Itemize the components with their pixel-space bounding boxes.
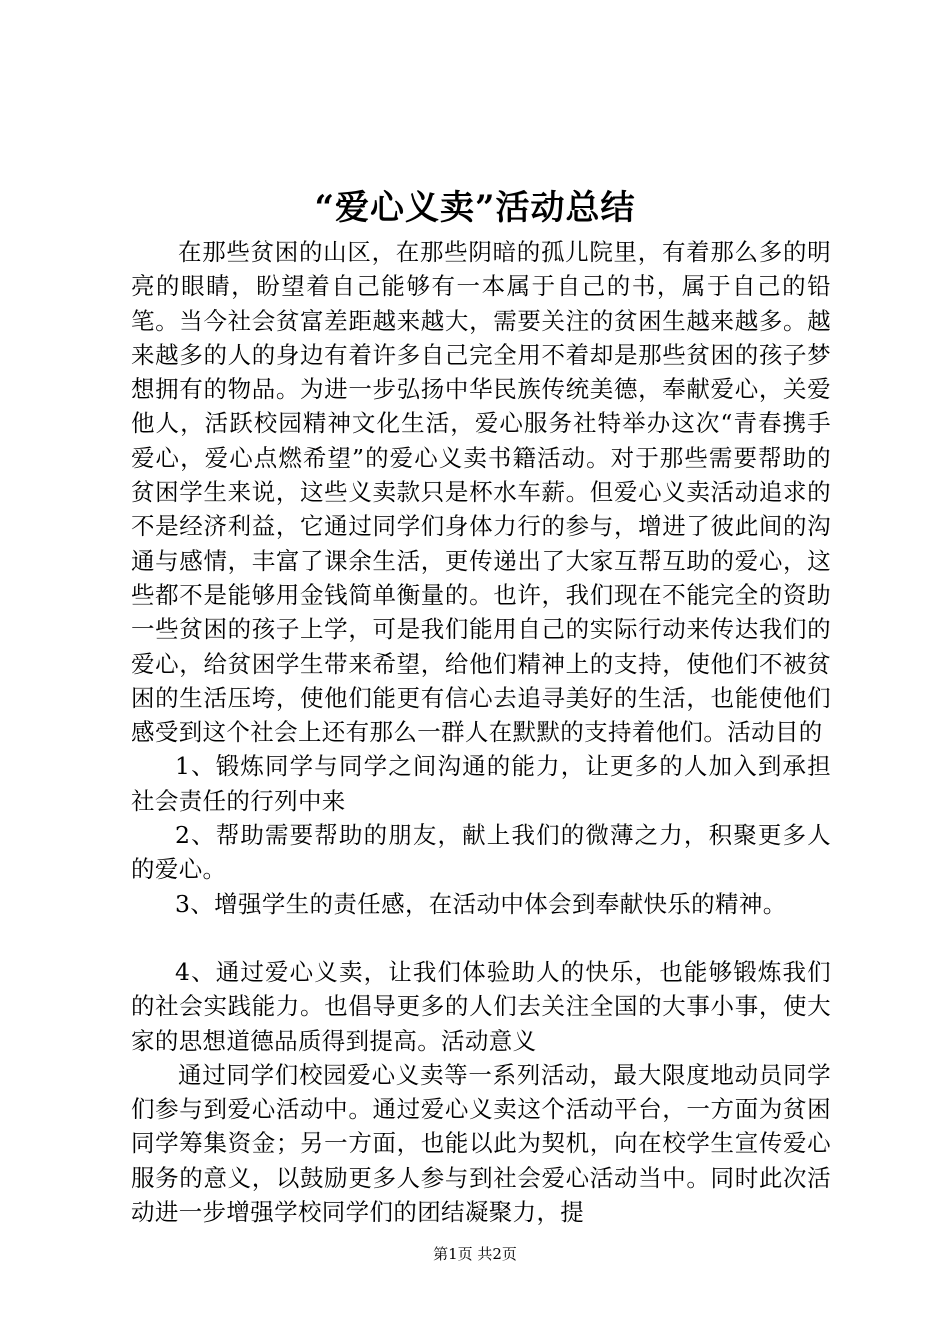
paragraph-goal-3: 3、增强学生的责任感，在活动中体会到奉献快乐的精神。: [175, 889, 787, 918]
paragraph-goal-4: 4、通过爱心义卖，让我们体验助人的快乐，也能够锻炼我们的社会实践能力。也倡导更多的人们去关注全国的大事小事，使大家的思想道德品质得到提高。活动意义: [131, 957, 831, 1055]
paragraph-significance: 通过同学们校园爱心义卖等一系列活动，最大限度地动员同学们参与到爱心活动中。通过爱心义卖这个活动平台，一方面为贫困同学筹集资金；另一方面，也能以此为契机，向在校学生宣传爱心服务的意义，以鼓励更多人参与到社会爱心活动当中。同时此次活动进一步增强学校同学们的团结凝聚力，提: [131, 1060, 831, 1227]
document-title: “爱心义卖”活动总结: [314, 188, 636, 228]
document-body: [131, 235, 831, 1229]
paragraph-spacer: [131, 921, 831, 955]
paragraph-goal-1: 1、锻炼同学与同学之间沟通的能力，让更多的人加入到承担社会责任的行列中来: [131, 752, 831, 815]
paragraph-goal-2: 2、帮助需要帮助的朋友，献上我们的微薄之力，积聚更多人的爱心。: [131, 821, 831, 884]
page-footer: 第1页 共2页: [433, 1245, 517, 1263]
paragraph-intro: 在那些贫困的山区，在那些阴暗的孤儿院里，有着那么多的明亮的眼睛，盼望着自己能够有一本属于自己的书，属于自己的铅笔。当今社会贫富差距越来越大，需要关注的贫困生越来越多。越来越多的人的身边有着许多自己完全用不着却是那些贫困的孩子梦想拥有的物品。为进一步弘扬中华民族传统美德，奉献爱心，关爱他人，活跃校园精神文化生活，爱心服务社特举办这次“青春携手爱心，爱心点燃希望”的爱心义卖书籍活动。对于那些需要帮助的贫困学生来说，这些义卖款只是杯水车薪。但爱心义卖活动追求的不是经济利益，它通过同学们身体力行的参与，增进了彼此间的沟通与感情，丰富了课余生活，更传递出了大家互帮互助的爱心，这些都不是能够用金钱简单衡量的。也许，我们现在不能完全的资助一些贫困的孩子上学，可是我们能用自己的实际行动来传达我们的爱心，给贫困学生带来希望，给他们精神上的支持，使他们不被贫困的生活压垮，使他们能更有信心去追寻美好的生活，也能使他们感受到这个社会上还有那么一群人在默默的支持着他们。活动目的: [131, 238, 831, 747]
